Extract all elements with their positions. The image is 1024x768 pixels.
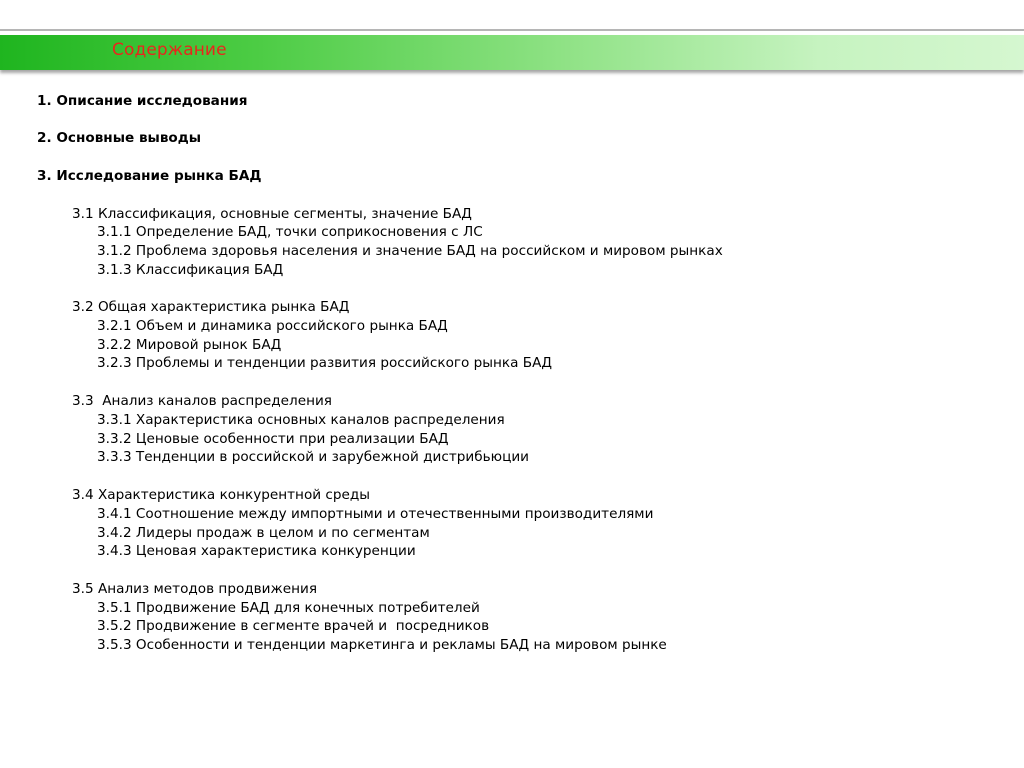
toc-item-1: 1. Описание исследования — [37, 93, 248, 109]
toc-item-3-5: 3.5 Анализ методов продвижения — [72, 581, 318, 597]
toc-item-3-4-1: 3.4.1 Соотношение между импортными и отечественными производителями — [97, 506, 654, 522]
toc-item-3-1-3: 3.1.3 Классификация БАД — [97, 262, 284, 278]
toc-item-3-1-1: 3.1.1 Определение БАД, точки соприкосновения с ЛС — [97, 224, 483, 240]
toc-item-3-2-2: 3.2.2 Мировой рынок БАД — [97, 337, 282, 353]
toc-item-3-5-1: 3.5.1 Продвижение БАД для конечных потребителей — [97, 600, 480, 616]
toc-item-3-5-3: 3.5.3 Особенности и тенденции маркетинга и рекламы БАД на мировом рынке — [97, 637, 667, 653]
toc-item-3-3: 3.3 Анализ каналов распределения — [72, 393, 332, 409]
toc-item-3-4-2: 3.4.2 Лидеры продаж в целом и по сегментам — [97, 525, 430, 541]
page-title: Содержание — [112, 40, 227, 60]
toc-item-3-5-2: 3.5.2 Продвижение в сегменте врачей и посредников — [97, 618, 490, 634]
toc-item-3-1: 3.1 Классификация, основные сегменты, значение БАД — [72, 206, 472, 222]
toc-item-3-2: 3.2 Общая характеристика рынка БАД — [72, 299, 350, 315]
toc-item-3: 3. Исследование рынка БАД — [37, 168, 262, 184]
toc-item-3-1-2: 3.1.2 Проблема здоровья населения и значение БАД на российском и мировом рынках — [97, 243, 723, 259]
toc-item-3-4: 3.4 Характеристика конкурентной среды — [72, 487, 371, 503]
toc-item-3-3-1: 3.3.1 Характеристика основных каналов распределения — [97, 412, 505, 428]
toc-item-3-3-3: 3.3.3 Тенденции в российской и зарубежной дистрибьюции — [97, 449, 529, 465]
toc-item-2: 2. Основные выводы — [37, 130, 202, 146]
toc-item-3-2-1: 3.2.1 Объем и динамика российского рынка БАД — [97, 318, 448, 334]
toc-item-3-3-2: 3.3.2 Ценовые особенности при реализации БАД — [97, 431, 449, 447]
toc-item-3-2-3: 3.2.3 Проблемы и тенденции развития российского рынка БАД — [97, 355, 553, 371]
toc-item-3-4-3: 3.4.3 Ценовая характеристика конкуренции — [97, 543, 416, 559]
